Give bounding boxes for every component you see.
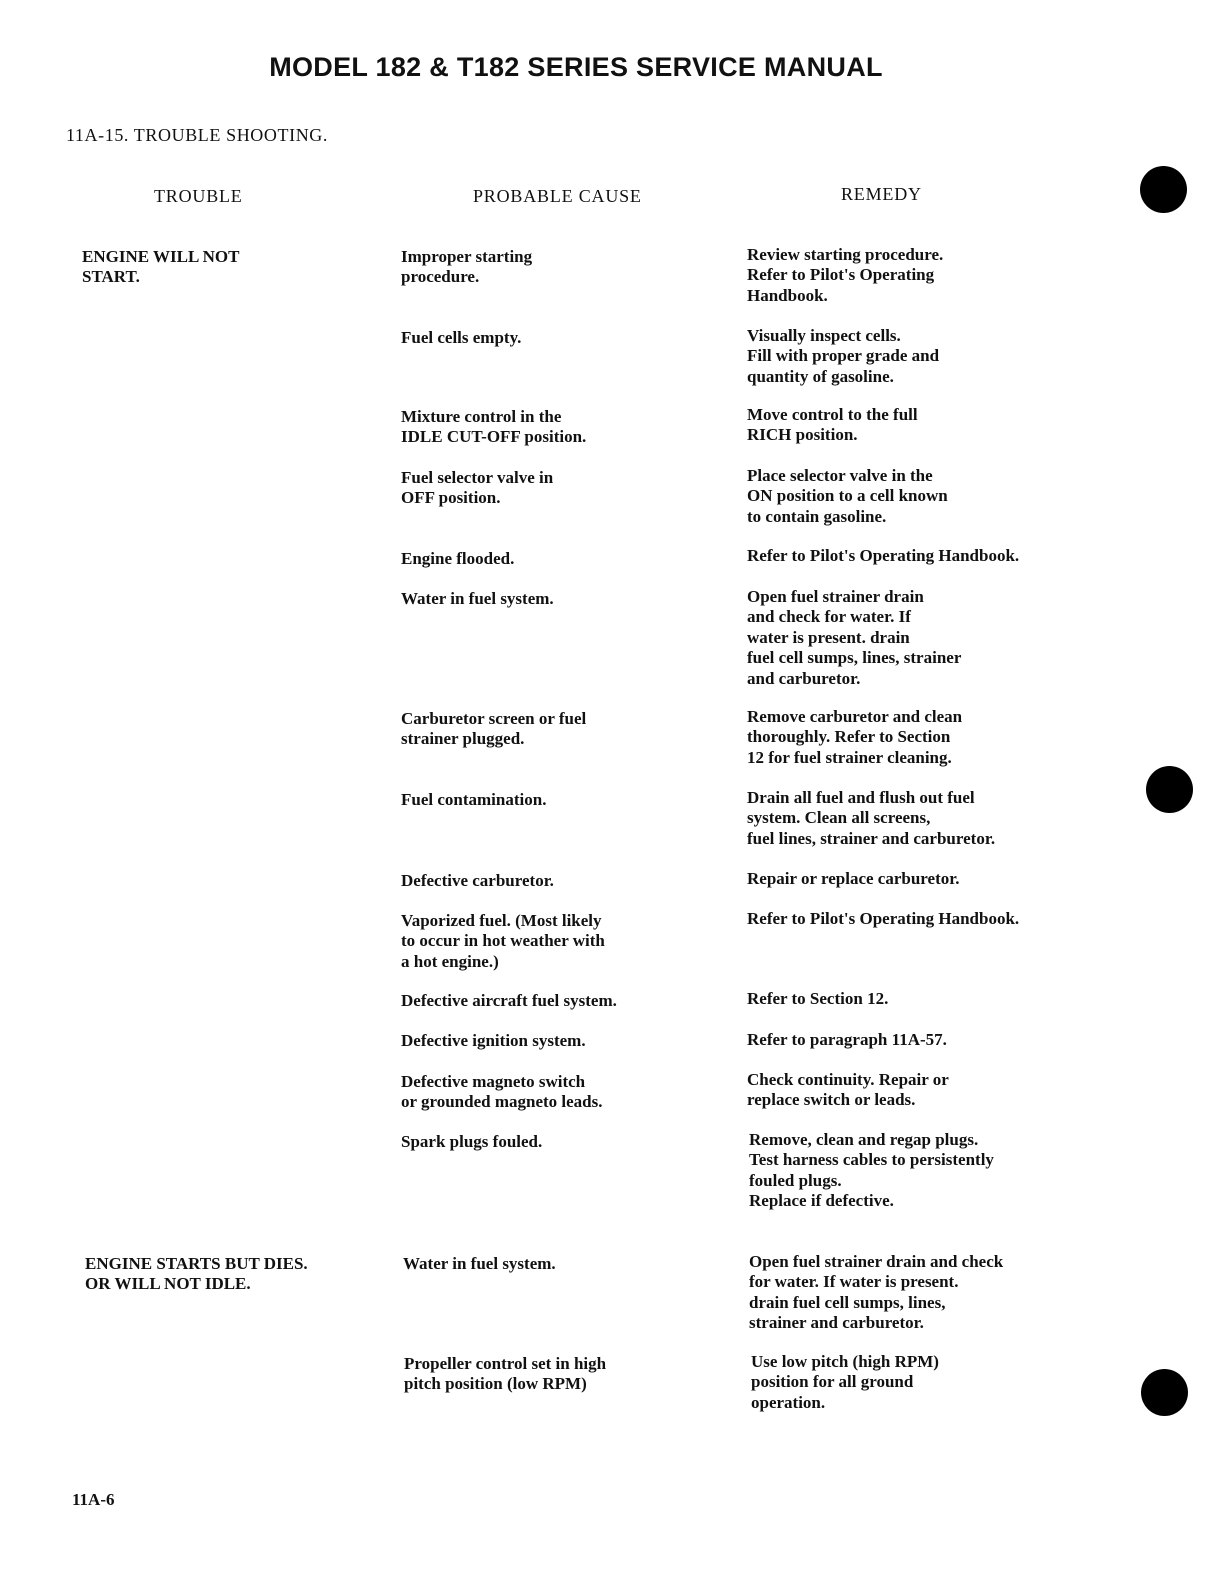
remedy-place-selector: Place selector valve in the ON position to a cell known to contain gasoline. [747, 466, 948, 526]
margin-bullet-mark [1140, 166, 1187, 213]
cause-fuel-selector: Fuel selector valve in OFF position. [401, 468, 554, 508]
remedy-repair-carburetor: Repair or replace carburetor. [747, 869, 960, 888]
cause-fuel-cells-empty: Fuel cells empty. [401, 328, 522, 347]
column-header-probable-cause: PROBABLE CAUSE [473, 186, 642, 206]
margin-bullet-mark [1146, 766, 1193, 813]
trouble-engine-starts-but-dies: ENGINE STARTS BUT DIES. OR WILL NOT IDLE. [85, 1254, 308, 1294]
trouble-engine-will-not-start: ENGINE WILL NOT START. [82, 247, 240, 287]
column-header-remedy: REMEDY [841, 184, 922, 204]
cause-defective-carburetor: Defective carburetor. [401, 871, 554, 890]
column-header-trouble: TROUBLE [154, 186, 243, 206]
remedy-low-pitch: Use low pitch (high RPM) position for all ground operation. [751, 1352, 939, 1412]
remedy-move-control: Move control to the full RICH position. [747, 405, 918, 445]
remedy-open-strainer: Open fuel strainer drain and check for water. If water is present. drain fuel cell sumps, lines, strainer and carburetor. [747, 587, 962, 688]
cause-water-in-fuel-2: Water in fuel system. [403, 1254, 556, 1273]
cause-carburetor-screen: Carburetor screen or fuel strainer plugged. [401, 709, 587, 749]
remedy-inspect-cells: Visually inspect cells. Fill with proper grade and quantity of gasoline. [747, 326, 940, 386]
remedy-review-starting: Review starting procedure. Refer to Pilot's Operating Handbook. [747, 245, 944, 305]
cause-engine-flooded: Engine flooded. [401, 549, 515, 568]
remedy-regap-plugs: Remove, clean and regap plugs. Test harness cables to persistently fouled plugs. Replace if defective. [749, 1130, 994, 1211]
cause-spark-plugs-fouled: Spark plugs fouled. [401, 1132, 543, 1151]
cause-improper-starting: Improper starting procedure. [401, 247, 533, 287]
cause-water-in-fuel: Water in fuel system. [401, 589, 554, 608]
remedy-remove-carburetor: Remove carburetor and clean thoroughly. Refer to Section 12 for fuel strainer cleaning. [747, 707, 963, 767]
margin-bullet-mark [1141, 1369, 1188, 1416]
remedy-refer-paragraph: Refer to paragraph 11A-57. [747, 1030, 947, 1049]
section-heading: 11A-15. TROUBLE SHOOTING. [66, 125, 328, 145]
cause-defective-fuel-system: Defective aircraft fuel system. [401, 991, 617, 1010]
remedy-refer-handbook: Refer to Pilot's Operating Handbook. [747, 546, 1020, 565]
remedy-refer-handbook-2: Refer to Pilot's Operating Handbook. [747, 909, 1020, 928]
page-title: MODEL 182 & T182 SERIES SERVICE MANUAL [269, 52, 883, 82]
cause-defective-ignition: Defective ignition system. [401, 1031, 586, 1050]
cause-propeller-control: Propeller control set in high pitch position (low RPM) [404, 1354, 607, 1394]
cause-vaporized-fuel: Vaporized fuel. (Most likely to occur in hot weather with a hot engine.) [401, 911, 605, 971]
remedy-refer-section-12: Refer to Section 12. [747, 989, 889, 1008]
cause-mixture-control: Mixture control in the IDLE CUT-OFF position. [401, 407, 587, 447]
remedy-check-continuity: Check continuity. Repair or replace switch or leads. [747, 1070, 949, 1110]
remedy-open-strainer-2: Open fuel strainer drain and check for water. If water is present. drain fuel cell sumps, lines, strainer and carburetor. [749, 1252, 1004, 1333]
cause-fuel-contamination: Fuel contamination. [401, 790, 547, 809]
cause-magneto-switch: Defective magneto switch or grounded magneto leads. [401, 1072, 603, 1112]
page-number: 11A-6 [72, 1490, 115, 1509]
remedy-drain-fuel: Drain all fuel and flush out fuel system. Clean all screens, fuel lines, strainer and carburetor. [747, 788, 996, 848]
